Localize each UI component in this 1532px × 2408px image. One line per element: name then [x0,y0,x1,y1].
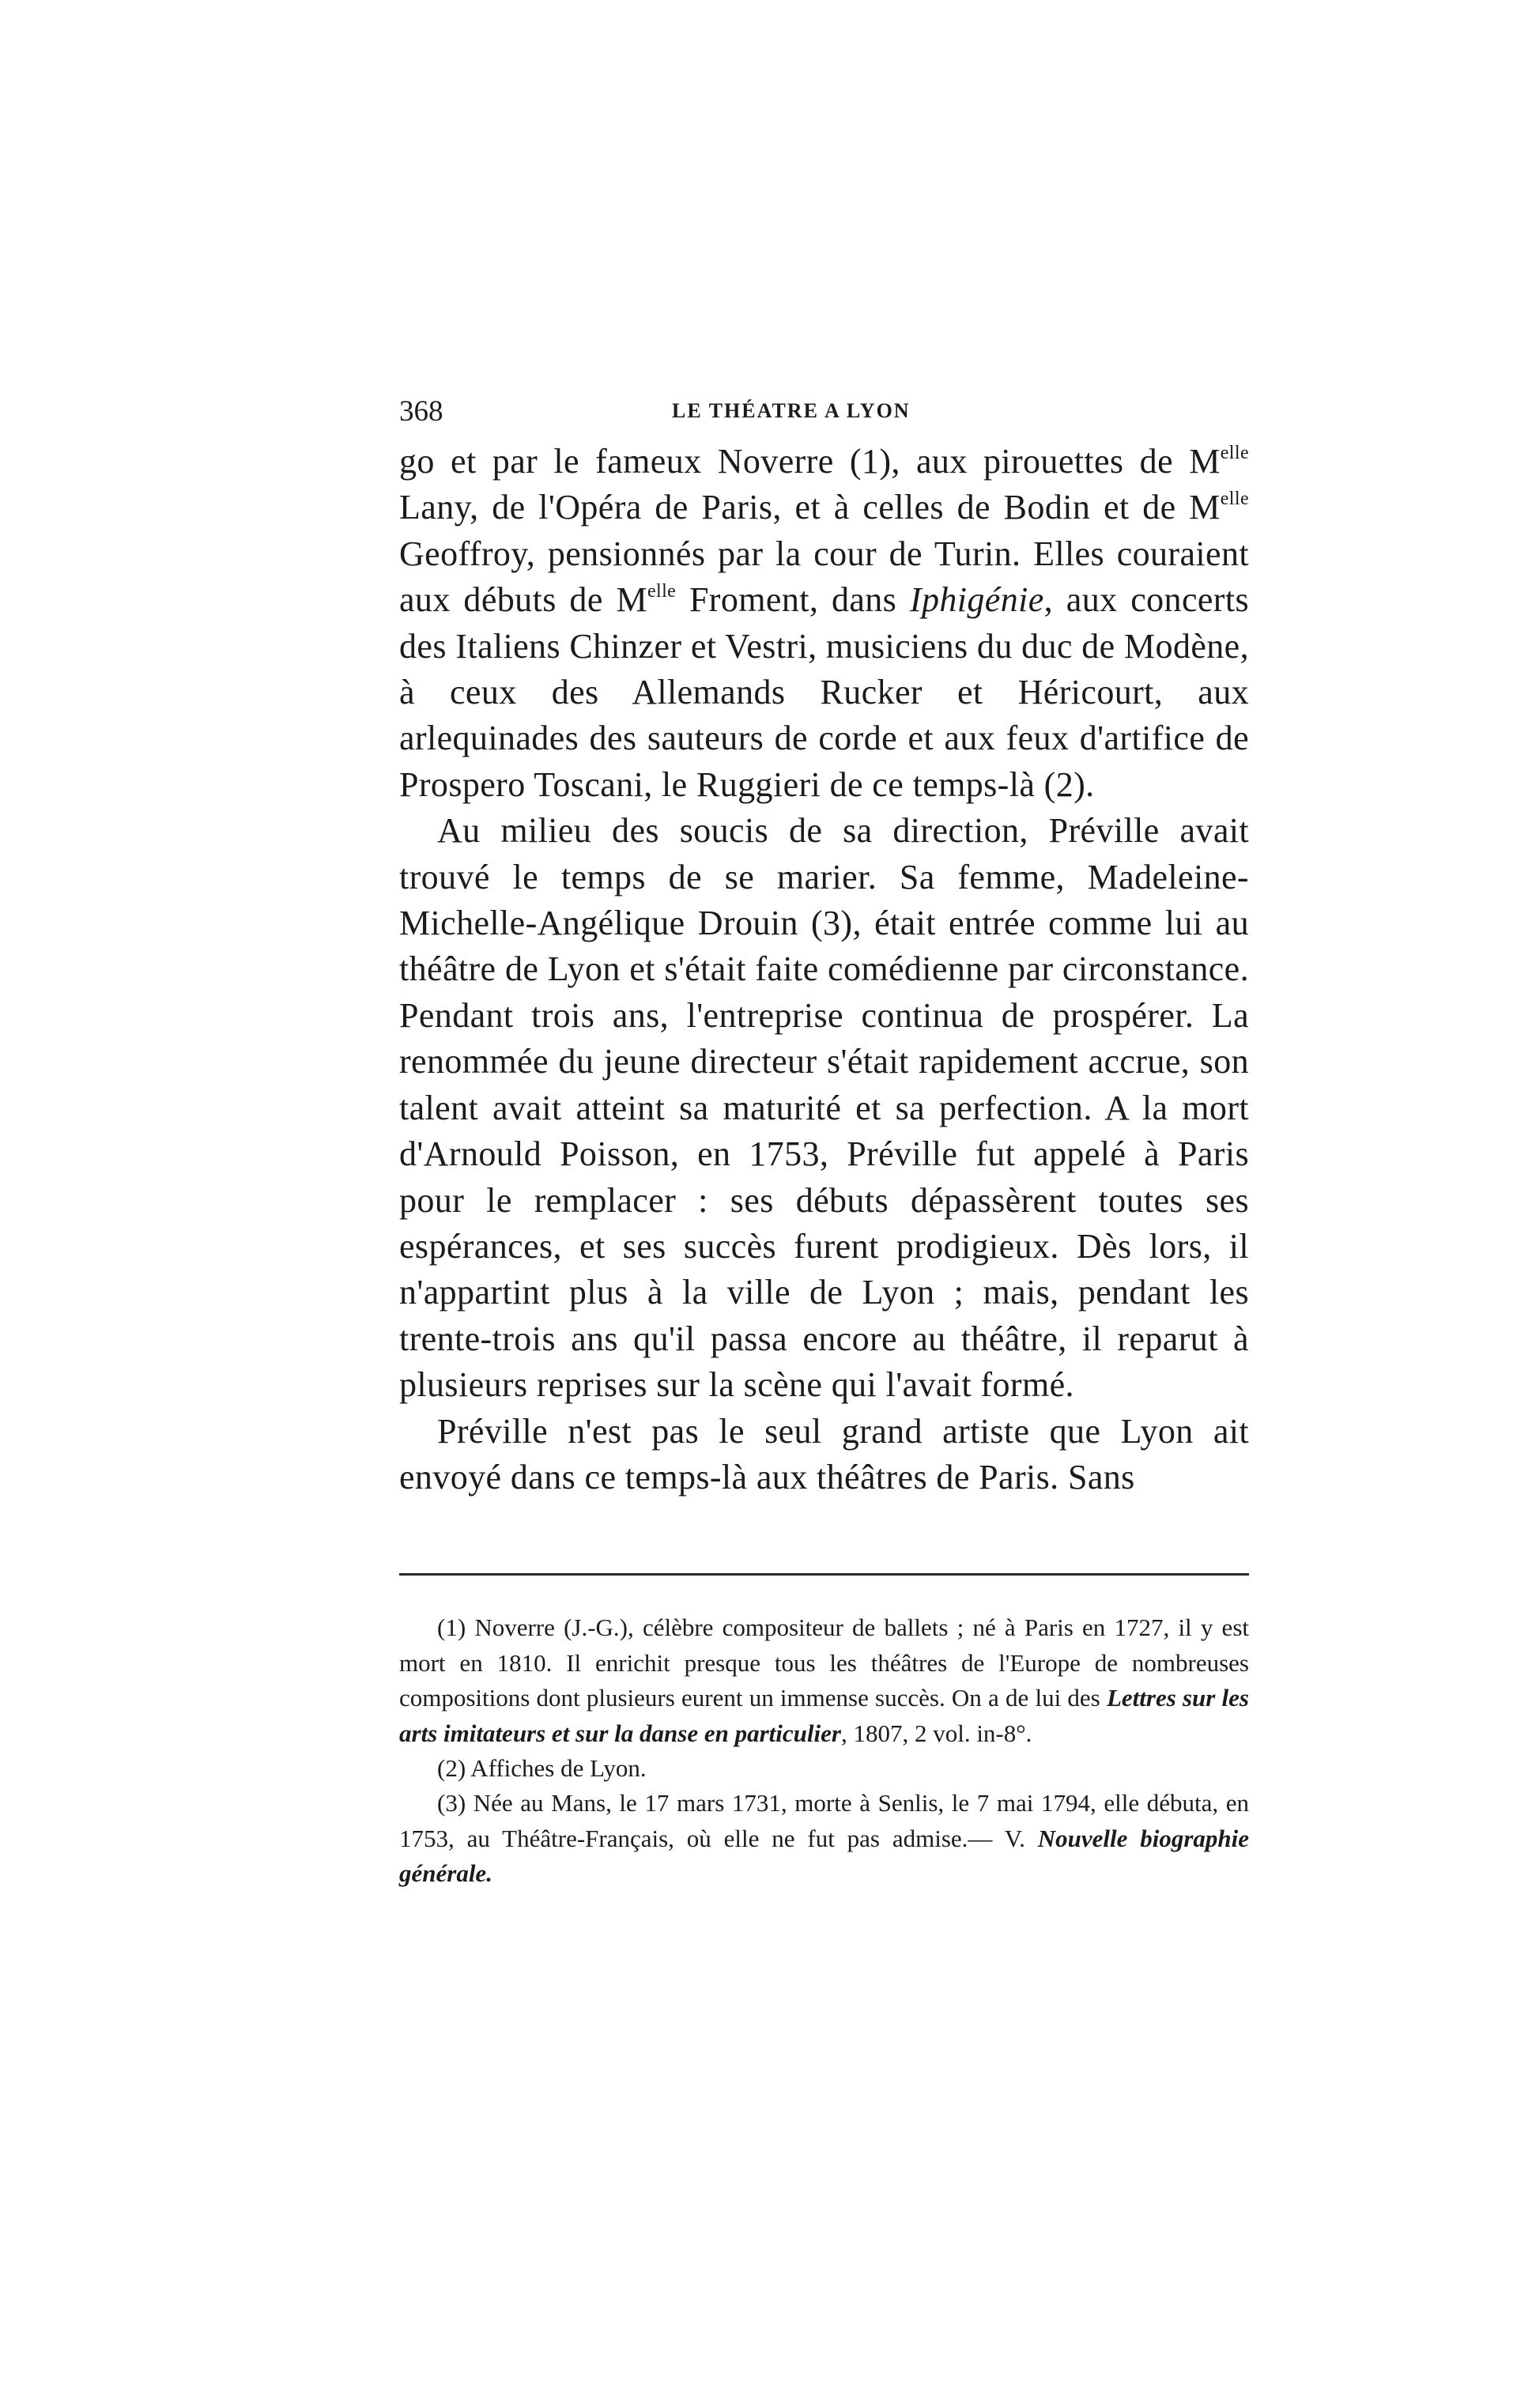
paragraph-1 [399,439,1249,808]
p1-text-b: Lany, de l'Opéra de Paris, et à celles de Bodin et de M [399,488,1221,527]
p1-text-e: , aux concerts des Italiens Chinzer et Vestri, musiciens du duc de Modène, à ceux des Allemands Rucker et Héricourt, aux arlequinades des sauteurs de corde et aux feux d'artifice de Prospero Toscani, le Ruggieri de ce temps-là (2). [399,580,1249,804]
footnotes [399,1610,1249,1891]
footnote-3-text-a: (3) Née au Mans, le 17 mars 1731, morte à Senlis, le 7 mai 1794, elle débuta, en 1753, au Théâtre-Français, où elle ne fut pas admise.— V. [399,1789,1249,1852]
p1-text-c: Geoffroy, pensionnés par la cour de Turin. Elles couraient aux débuts de M [399,534,1249,620]
footnote-rule [399,1573,1249,1576]
paragraph-2: Au milieu des soucis de sa direction, Préville avait trouvé le temps de se marier. Sa femme, Madeleine-Michelle-Angélique Drouin (3), était entrée comme lui au théâtre de Lyon et s'était faite comédienne par circonstance. Pendant trois ans, l'entreprise continua de prospérer. La renommée du jeune directeur s'était rapidement accrue, son talent avait atteint sa maturité et sa perfection. A la mort d'Arnould Poisson, en 1753, Préville fut appelé à Paris pour le remplacer : ses débuts dépassèrent toutes ses espérances, et ses succès furent prodigieux. Dès lors, il n'appartint plus à la ville de Lyon ; mais, pendant les trente-trois ans qu'il passa encore au théâtre, il reparut à plusieurs reprises sur la scène qui l'avait formé. [399,811,1249,1405]
page-number: 368 [399,395,443,428]
body-text [399,439,1249,1500]
p1-superscript-1: elle [1220,443,1249,463]
p1-superscript-3: elle [647,581,677,602]
footnote-1-text-b: , 1807, 2 vol. in-8°. [840,1719,1032,1747]
running-title: LE THÉATRE A LYON [672,399,911,422]
p1-text-a: go et par le fameux Noverre (1), aux pirouettes de M [399,442,1221,481]
p1-italic-title: Iphigénie [909,580,1044,620]
book-page [399,383,1249,1892]
p1-superscript-2: elle [1220,489,1249,510]
footnote-1-italic: Lettres sur les arts imitateurs et sur la danse en particulier [399,1684,1249,1747]
footnote-1 [399,1610,1249,1751]
footnote-1-text-a: (1) Noverre (J.-G.), célèbre compositeur de ballets ; né à Paris en 1727, il y est mort en 1810. Il enrichit presque tous les théâtres de l'Europe de nombreuses compositions dont plusieurs eurent un immense succès. On a de lui des [399,1614,1249,1712]
footnote-3 [399,1786,1249,1891]
footnote-2: (2) Affiches de Lyon. [437,1753,647,1782]
paragraph-3: Préville n'est pas le seul grand artiste que Lyon ait envoyé dans ce temps-là aux théâtres de Paris. Sans [399,1411,1249,1497]
footnote-3-italic: Nouvelle biographie générale. [399,1824,1250,1888]
p1-text-d: Froment, dans [676,580,910,620]
running-head [399,383,1249,431]
